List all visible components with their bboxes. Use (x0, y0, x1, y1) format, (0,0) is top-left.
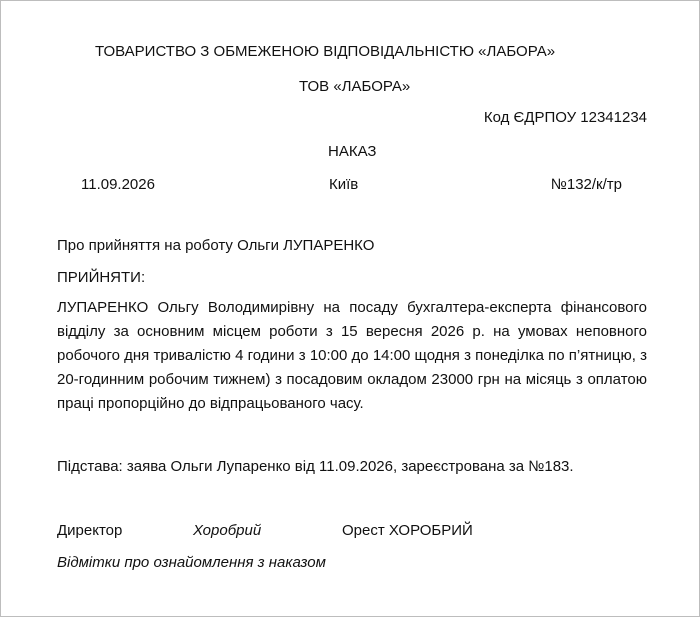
order-basis: Підстава: заява Ольги Лупаренко від 11.09.2026, зареєстрована за №183. (57, 458, 574, 475)
order-subject: Про прийняття на роботу Ольги ЛУПАРЕНКО (57, 237, 375, 254)
document-number: №132/к/тр (550, 176, 622, 193)
order-body: ЛУПАРЕНКО Ольгу Володимирівну на посаду бухгалтера-експерта фінансового відділу за основним місцем роботи з 15 вересня 2026 р. на умовах неповного робочого дня тривалістю 4 години з 10:00 до 14:00 щодня з понеділка по п’ятницю, з 20-годинним робочим тижнем) з посадовим окладом 23000 грн на місяць з оплатою праці пропорційно до відпрацьованого часу. (57, 299, 647, 412)
document-date: 11.09.2026 (81, 176, 155, 193)
organization-full-name: ТОВАРИСТВО З ОБМЕЖЕНОЮ ВІДПОВІДАЛЬНІСТЮ «ЛАБОРА» (95, 43, 556, 60)
document-city: Київ (329, 176, 359, 193)
organization-short-name: ТОВ «ЛАБОРА» (299, 78, 411, 95)
edrpou-code: Код ЄДРПОУ 12341234 (483, 109, 647, 126)
handwritten-signature: Хоробрий (193, 522, 262, 539)
signer-position: Директор (57, 522, 123, 539)
document-type: НАКАЗ (328, 143, 377, 160)
acquaintance-note: Відмітки про ознайомлення з наказом (57, 554, 326, 571)
order-decision: ПРИЙНЯТИ: (57, 269, 146, 286)
signer-name: Орест ХОРОБРИЙ (342, 522, 473, 539)
